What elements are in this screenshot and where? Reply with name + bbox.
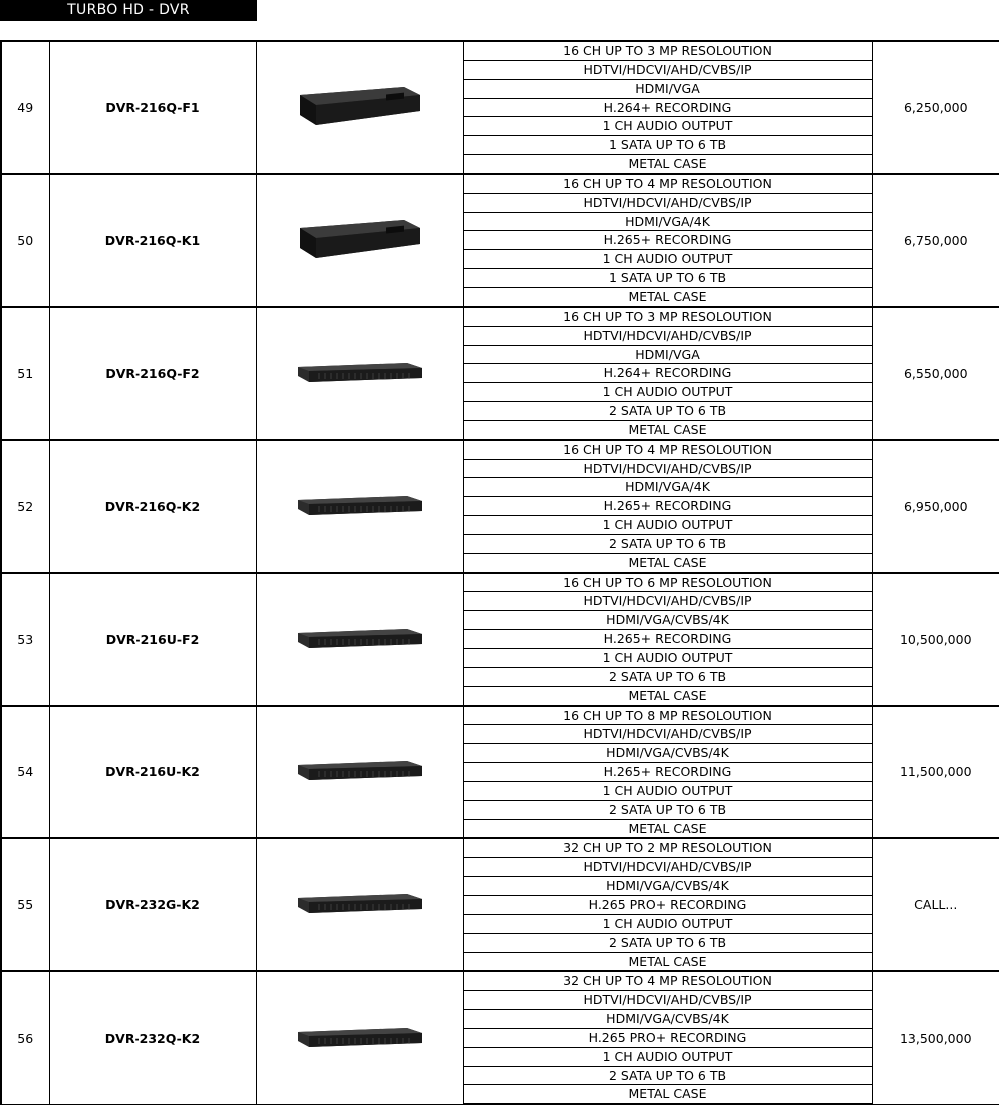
spec-line: HDTVI/HDCVI/AHD/CVBS/IP bbox=[463, 592, 872, 611]
dvr-image bbox=[295, 1024, 425, 1050]
spec-line: HDTVI/HDCVI/AHD/CVBS/IP bbox=[463, 459, 872, 478]
spec-line: H.265+ RECORDING bbox=[463, 630, 872, 649]
table-row bbox=[1, 706, 999, 725]
model-name: DVR-232Q-K2 bbox=[49, 971, 256, 1104]
spec-line: METAL CASE bbox=[463, 420, 872, 439]
spec-line: 1 CH AUDIO OUTPUT bbox=[463, 117, 872, 136]
model-name: DVR-216Q-F2 bbox=[49, 307, 256, 440]
spec-line: METAL CASE bbox=[463, 819, 872, 838]
spec-line: HDTVI/HDCVI/AHD/CVBS/IP bbox=[463, 991, 872, 1010]
item-number: 51 bbox=[1, 307, 49, 440]
dvr-image bbox=[296, 81, 424, 131]
spec-line: 1 CH AUDIO OUTPUT bbox=[463, 1047, 872, 1066]
product-image-cell bbox=[256, 41, 463, 174]
spec-line: HDMI/VGA/CVBS/4K bbox=[463, 744, 872, 763]
table-row bbox=[1, 41, 999, 60]
spec-line: 16 CH UP TO 4 MP RESOLOUTION bbox=[463, 440, 872, 459]
spec-line: HDTVI/HDCVI/AHD/CVBS/IP bbox=[463, 193, 872, 212]
product-image-cell bbox=[256, 706, 463, 839]
spec-line: 32 CH UP TO 2 MP RESOLOUTION bbox=[463, 838, 872, 857]
spec-line: 1 CH AUDIO OUTPUT bbox=[463, 250, 872, 269]
spec-line: 1 CH AUDIO OUTPUT bbox=[463, 781, 872, 800]
spec-line: HDTVI/HDCVI/AHD/CVBS/IP bbox=[463, 858, 872, 877]
spec-line: HDTVI/HDCVI/AHD/CVBS/IP bbox=[463, 725, 872, 744]
spec-line: 2 SATA UP TO 6 TB bbox=[463, 534, 872, 553]
spec-line: 16 CH UP TO 3 MP RESOLOUTION bbox=[463, 307, 872, 326]
dvr-image bbox=[295, 359, 425, 385]
dvr-image bbox=[295, 492, 425, 518]
spec-line: 16 CH UP TO 8 MP RESOLOUTION bbox=[463, 706, 872, 725]
spec-line: HDTVI/HDCVI/AHD/CVBS/IP bbox=[463, 60, 872, 79]
product-image-cell bbox=[256, 838, 463, 971]
price: CALL... bbox=[872, 838, 999, 971]
spec-line: 1 CH AUDIO OUTPUT bbox=[463, 383, 872, 402]
table-row bbox=[1, 307, 999, 326]
spec-line: HDMI/VGA bbox=[463, 79, 872, 98]
item-number: 50 bbox=[1, 174, 49, 307]
spec-line: HDTVI/HDCVI/AHD/CVBS/IP bbox=[463, 326, 872, 345]
spec-line: H.265+ RECORDING bbox=[463, 231, 872, 250]
price: 6,750,000 bbox=[872, 174, 999, 307]
price-table bbox=[0, 40, 999, 1105]
spec-line: H.265 PRO+ RECORDING bbox=[463, 1028, 872, 1047]
table-row bbox=[1, 838, 999, 857]
spec-line: H.265+ RECORDING bbox=[463, 763, 872, 782]
spec-line: H.265+ RECORDING bbox=[463, 497, 872, 516]
price: 6,550,000 bbox=[872, 307, 999, 440]
model-name: DVR-216U-F2 bbox=[49, 573, 256, 706]
spec-line: METAL CASE bbox=[463, 553, 872, 572]
spec-line: 2 SATA UP TO 6 TB bbox=[463, 667, 872, 686]
table-row bbox=[1, 174, 999, 193]
spec-line: 2 SATA UP TO 6 TB bbox=[463, 402, 872, 421]
item-number: 54 bbox=[1, 706, 49, 839]
model-name: DVR-216Q-K1 bbox=[49, 174, 256, 307]
item-number: 49 bbox=[1, 41, 49, 174]
section-title: TURBO HD - DVR bbox=[0, 0, 257, 21]
spec-line: 2 SATA UP TO 6 TB bbox=[463, 933, 872, 952]
spec-line: 2 SATA UP TO 6 TB bbox=[463, 800, 872, 819]
product-image-cell bbox=[256, 573, 463, 706]
product-image-cell bbox=[256, 440, 463, 573]
spec-line: HDMI/VGA/4K bbox=[463, 478, 872, 497]
price: 6,950,000 bbox=[872, 440, 999, 573]
table-row bbox=[1, 573, 999, 592]
item-number: 52 bbox=[1, 440, 49, 573]
spec-line: H.264+ RECORDING bbox=[463, 98, 872, 117]
model-name: DVR-232G-K2 bbox=[49, 838, 256, 971]
product-image-cell bbox=[256, 307, 463, 440]
spec-line: 16 CH UP TO 4 MP RESOLOUTION bbox=[463, 174, 872, 193]
price: 13,500,000 bbox=[872, 971, 999, 1104]
dvr-image bbox=[296, 214, 424, 264]
spec-line: METAL CASE bbox=[463, 952, 872, 971]
spec-line: HDMI/VGA bbox=[463, 345, 872, 364]
spec-line: 1 SATA UP TO 6 TB bbox=[463, 136, 872, 155]
spec-line: METAL CASE bbox=[463, 287, 872, 306]
spec-line: 16 CH UP TO 6 MP RESOLOUTION bbox=[463, 573, 872, 592]
table-row bbox=[1, 440, 999, 459]
product-image-cell bbox=[256, 174, 463, 307]
model-name: DVR-216U-K2 bbox=[49, 706, 256, 839]
spec-line: 1 CH AUDIO OUTPUT bbox=[463, 914, 872, 933]
spec-line: HDMI/VGA/4K bbox=[463, 212, 872, 231]
price: 10,500,000 bbox=[872, 573, 999, 706]
spec-line: 1 SATA UP TO 6 TB bbox=[463, 269, 872, 288]
dvr-image bbox=[295, 890, 425, 916]
product-image-cell bbox=[256, 971, 463, 1104]
spec-line: HDMI/VGA/CVBS/4K bbox=[463, 1010, 872, 1029]
spec-line: HDMI/VGA/CVBS/4K bbox=[463, 877, 872, 896]
model-name: DVR-216Q-F1 bbox=[49, 41, 256, 174]
price: 11,500,000 bbox=[872, 706, 999, 839]
item-number: 56 bbox=[1, 971, 49, 1104]
dvr-image bbox=[295, 757, 425, 783]
spec-line: 2 SATA UP TO 6 TB bbox=[463, 1066, 872, 1085]
model-name: DVR-216Q-K2 bbox=[49, 440, 256, 573]
item-number: 55 bbox=[1, 838, 49, 971]
spec-line: METAL CASE bbox=[463, 1085, 872, 1104]
spec-line: METAL CASE bbox=[463, 686, 872, 705]
spec-line: H.264+ RECORDING bbox=[463, 364, 872, 383]
spec-line: 16 CH UP TO 3 MP RESOLOUTION bbox=[463, 41, 872, 60]
spec-line: H.265 PRO+ RECORDING bbox=[463, 895, 872, 914]
spec-line: 1 CH AUDIO OUTPUT bbox=[463, 649, 872, 668]
dvr-image bbox=[295, 625, 425, 651]
spec-line: HDMI/VGA/CVBS/4K bbox=[463, 611, 872, 630]
spec-line: 1 CH AUDIO OUTPUT bbox=[463, 516, 872, 535]
item-number: 53 bbox=[1, 573, 49, 706]
table-row bbox=[1, 971, 999, 990]
spec-line: 32 CH UP TO 4 MP RESOLOUTION bbox=[463, 971, 872, 990]
price: 6,250,000 bbox=[872, 41, 999, 174]
spec-line: METAL CASE bbox=[463, 155, 872, 174]
